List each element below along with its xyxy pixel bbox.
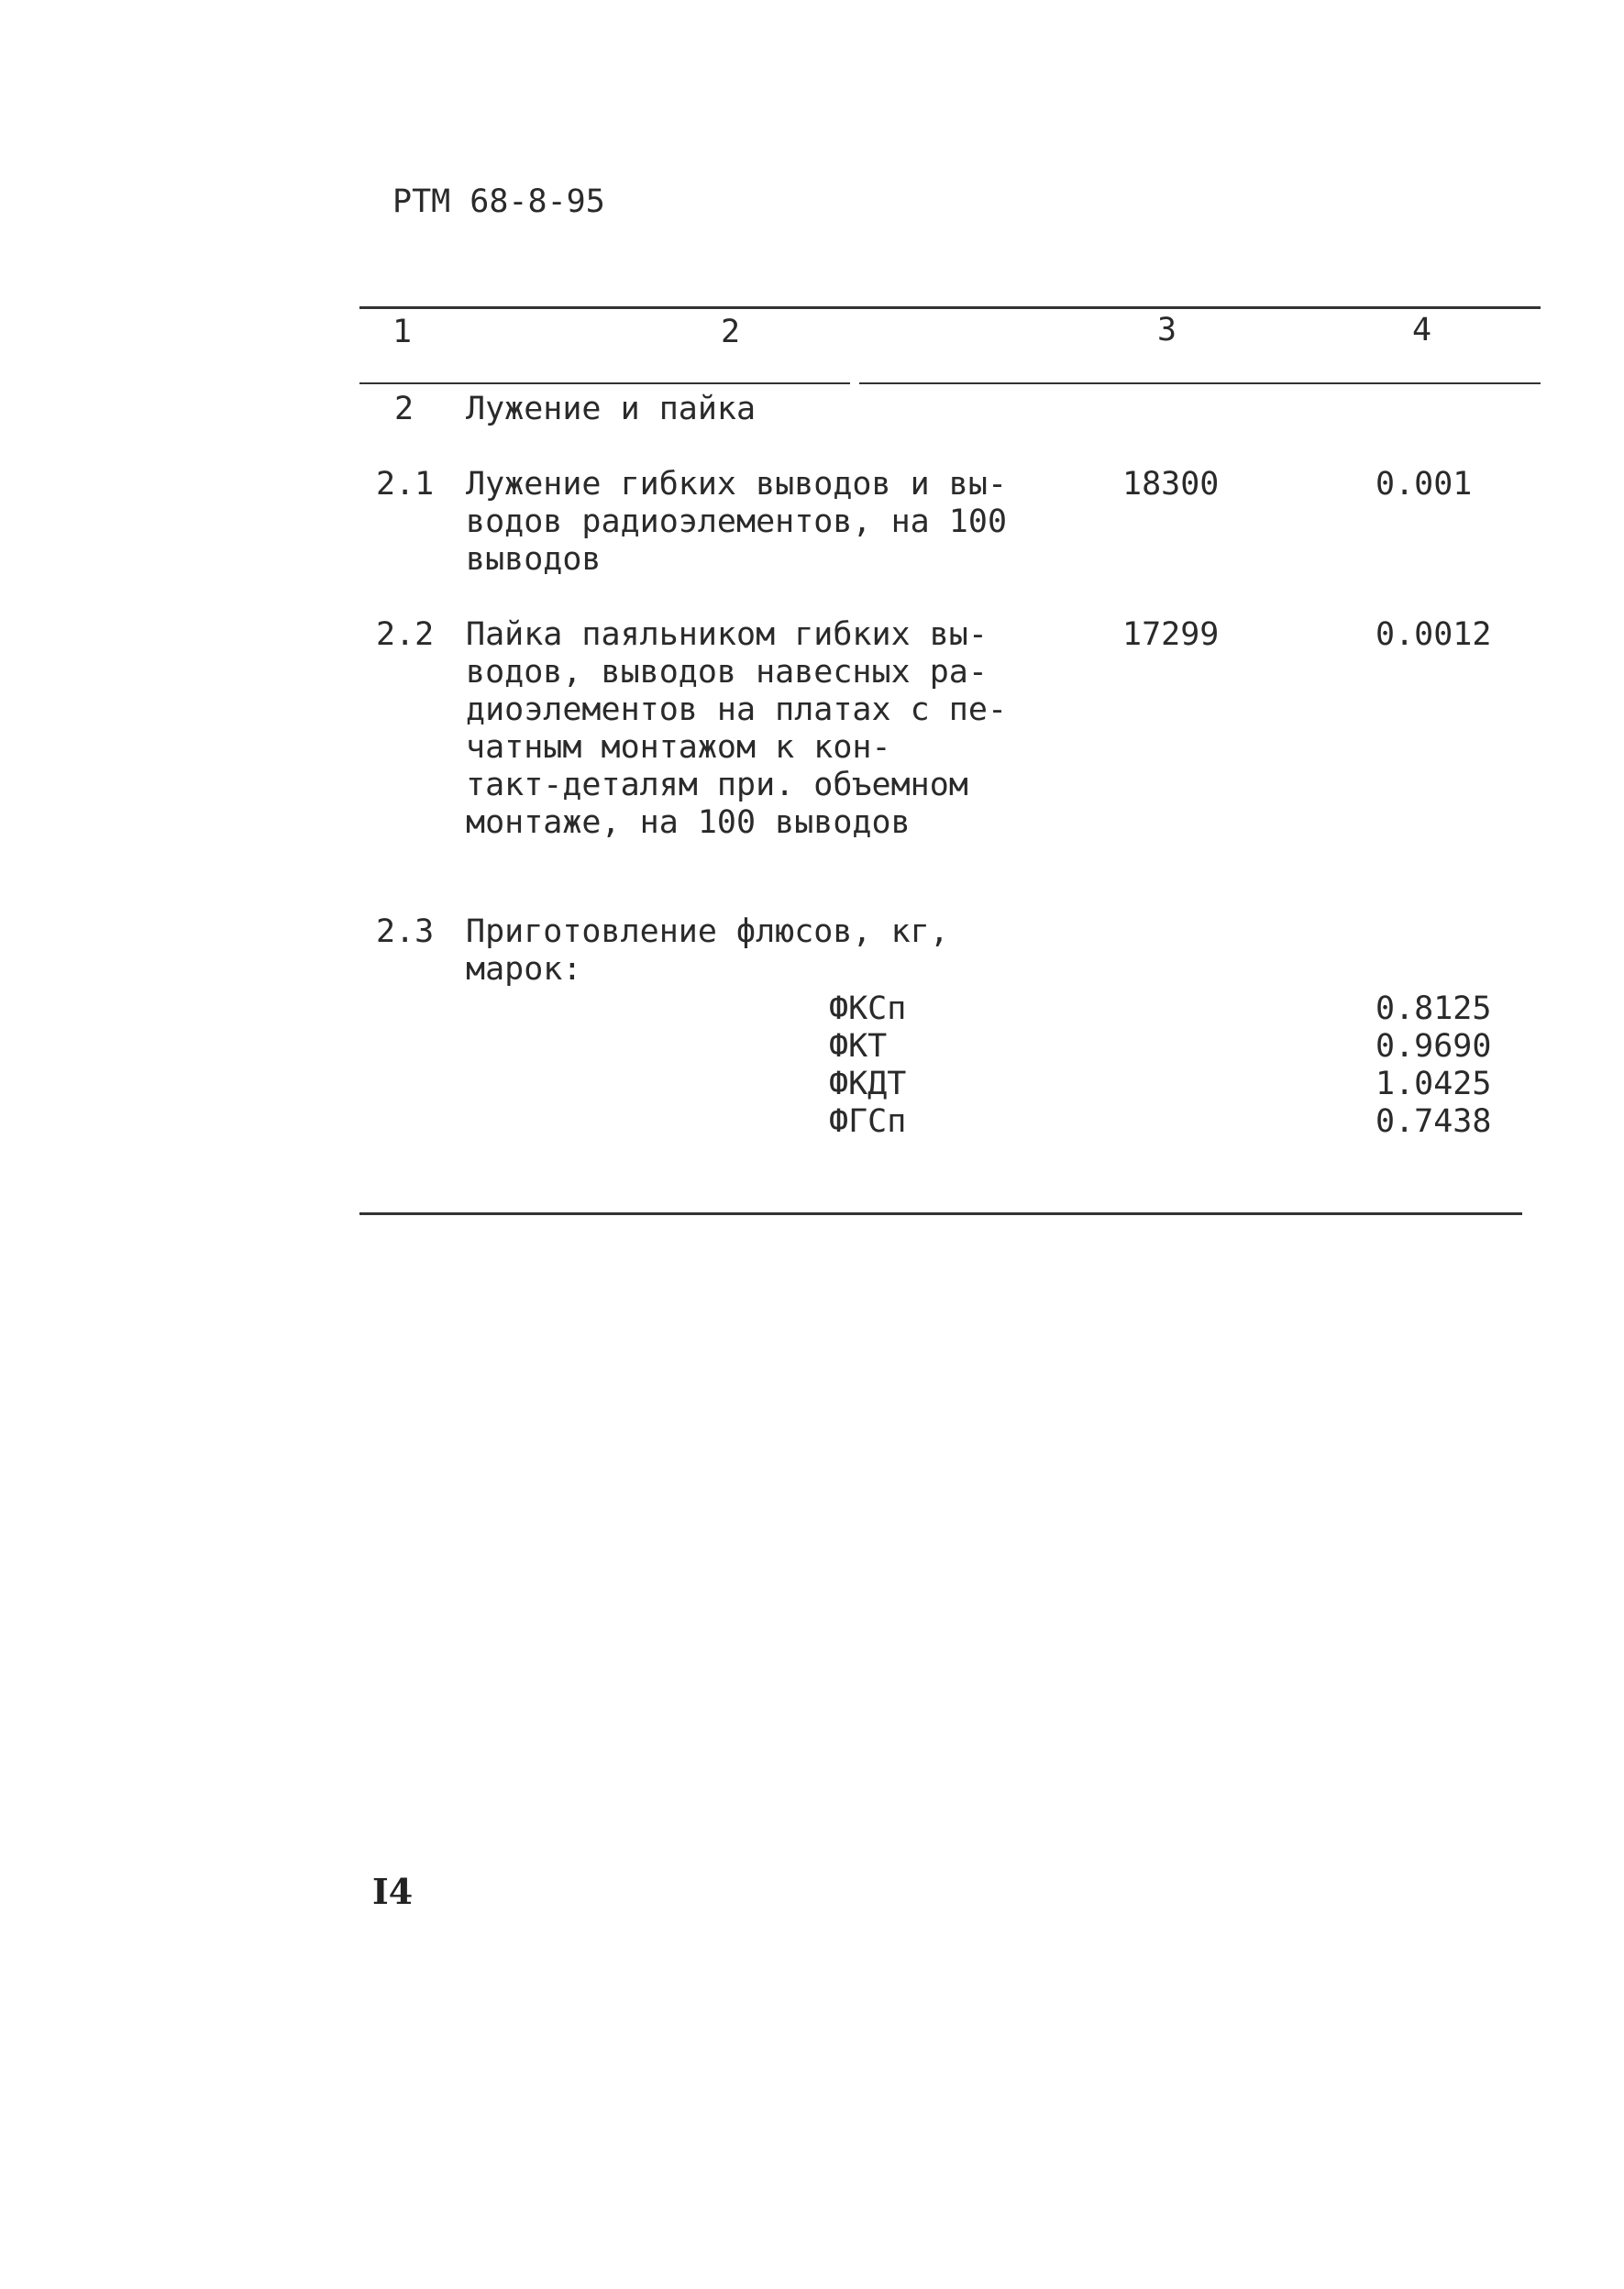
row-2-1-line-3: выводов [466, 541, 602, 578]
row-number-2-2: 2.2 [376, 616, 435, 653]
header-rule-left [359, 382, 850, 384]
table-bottom-rule [359, 1212, 1522, 1215]
row-2-3-line-1: Приготовление флюсов, кг, [466, 913, 949, 950]
row-2-2-col4: 0.0012 [1375, 616, 1492, 653]
row-2-2-col3: 17299 [1122, 616, 1220, 653]
table-top-rule [359, 306, 1541, 309]
row-2-3-line-2: марок: [466, 951, 582, 988]
column-header-4: 4 [1412, 312, 1432, 348]
flux-grade-name: ФГСп [829, 1103, 907, 1140]
row-2-2-line-3: диоэлементов на платах с пе- [466, 691, 1008, 728]
section-title: Лужение и пайка [466, 391, 757, 427]
row-2-2-line-1: Пайка паяльником гибких вы- [466, 616, 988, 653]
flux-grade-value: 0.8125 [1375, 990, 1492, 1027]
row-2-1-line-2: водов радиоэлементов, на 100 [466, 503, 1008, 540]
flux-grade-value: 1.0425 [1375, 1066, 1492, 1102]
row-2-1-col3: 18300 [1122, 466, 1220, 503]
row-2-1-col4: 0.001 [1375, 466, 1473, 503]
column-header-1: 1 [392, 314, 413, 350]
document-code: РТМ 68-8-95 [392, 183, 605, 220]
column-header-3: 3 [1157, 312, 1177, 348]
section-number: 2 [394, 391, 414, 427]
flux-grade-name: ФКСп [829, 990, 907, 1027]
row-2-2-line-4: чатным монтажом к кон- [466, 729, 891, 766]
row-number-2-1: 2.1 [376, 466, 435, 503]
flux-grade-value: 0.9690 [1375, 1028, 1492, 1065]
flux-grade-name: ФКТ [829, 1028, 888, 1065]
row-2-2-line-5: такт-деталям при. объемном [466, 767, 968, 803]
row-number-2-3: 2.3 [376, 913, 435, 950]
page-number: I4 [372, 1871, 414, 1912]
flux-grade-value: 0.7438 [1375, 1103, 1492, 1140]
flux-grade-name: ФКДТ [829, 1066, 907, 1102]
column-header-2: 2 [721, 314, 741, 350]
row-2-2-line-2: водов, выводов навесных ра- [466, 654, 988, 691]
row-2-1-line-1: Лужение гибких выводов и вы- [466, 466, 1008, 503]
header-rule-right [859, 382, 1541, 384]
row-2-2-line-6: монтаже, на 100 выводов [466, 804, 911, 841]
